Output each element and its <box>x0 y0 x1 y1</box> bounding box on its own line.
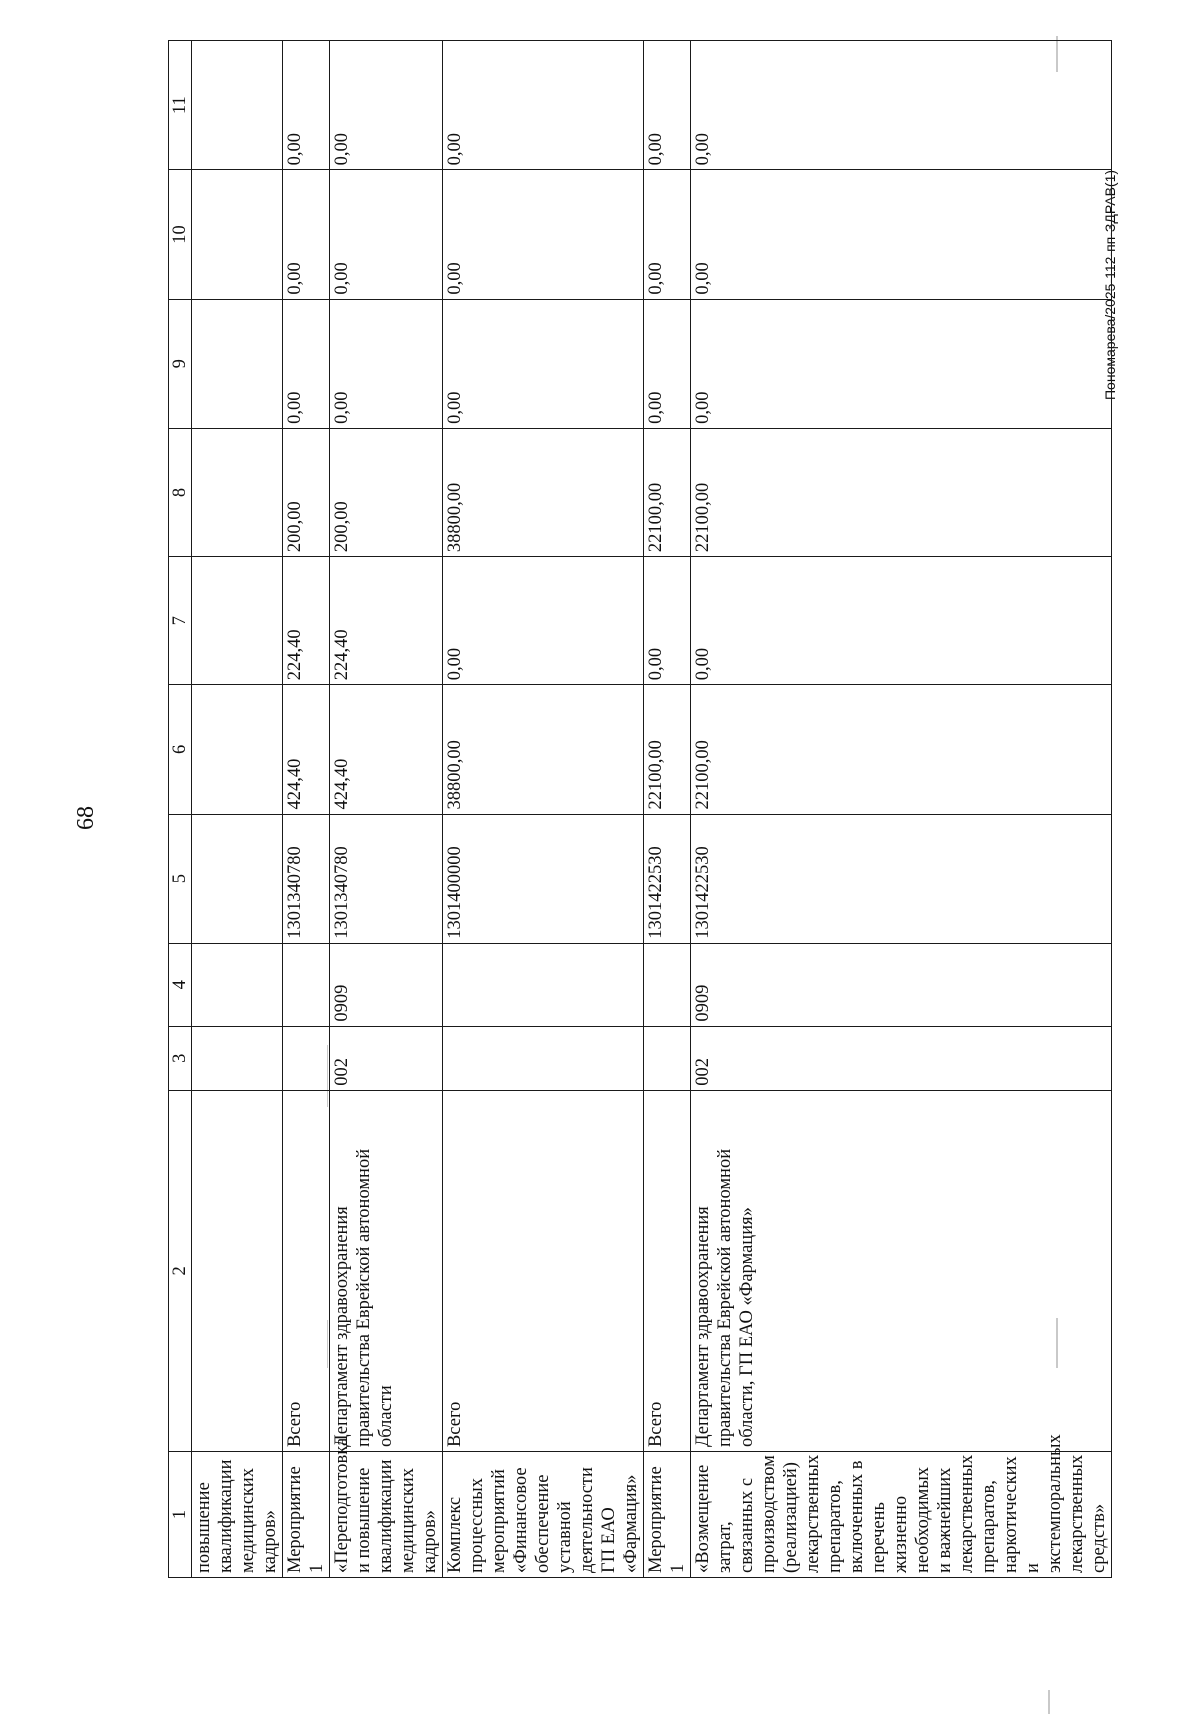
budget-code: 1301340780 <box>283 814 330 943</box>
amount-cell: 224,40 <box>283 557 330 685</box>
header-cell: 5 <box>169 814 192 943</box>
measure-name-head: Мероприятие 1 <box>283 1452 330 1578</box>
executor-name: Департамент здравоохранения правительства Еврейской автономной области, ГП ЕАО «Фармация» <box>691 1090 1112 1451</box>
budget-table <box>168 40 1112 1578</box>
table-row <box>330 41 443 1578</box>
amount-cell: 200,00 <box>330 428 443 556</box>
grbs-code: 002 <box>691 1026 1112 1090</box>
amount-cell: 424,40 <box>330 685 443 814</box>
executor-name: Департамент здравоохранения правительства Еврейской автономной области <box>330 1090 443 1451</box>
budget-code: 1301340780 <box>330 814 443 943</box>
measure-name: «Переподготовка и повышение квалификации медицинских кадров» <box>330 1452 443 1578</box>
amount-cell: 0,00 <box>283 41 330 170</box>
table-row <box>283 41 330 1578</box>
amount-cell: 22100,00 <box>644 428 691 556</box>
amount-cell: 0,00 <box>691 299 1112 428</box>
table-row <box>443 41 644 1578</box>
section-code: 0909 <box>330 943 443 1026</box>
amount-cell: 22100,00 <box>644 685 691 814</box>
budget-table-container <box>168 40 1109 1578</box>
amount-cell: 224,40 <box>330 557 443 685</box>
amount-cell: 22100,00 <box>691 428 1112 556</box>
header-cell: 3 <box>169 1026 192 1090</box>
header-cell: 11 <box>169 41 192 170</box>
amount-cell: 0,00 <box>330 299 443 428</box>
amount-cell: 0,00 <box>691 557 1112 685</box>
scan-mark <box>1048 1690 1050 1714</box>
amount-cell: 0,00 <box>691 170 1112 299</box>
document-code: Пономарева/2025-112-пп-ЗДРАВ(1) <box>1102 169 1118 400</box>
header-cell: 10 <box>169 170 192 299</box>
budget-code: 1301400000 <box>443 814 644 943</box>
table-row <box>691 41 1112 1578</box>
amount-cell: 0,00 <box>644 557 691 685</box>
budget-code: 1301422530 <box>644 814 691 943</box>
amount-cell: 200,00 <box>283 428 330 556</box>
header-row <box>169 41 192 1578</box>
header-cell: 4 <box>169 943 192 1026</box>
amount-cell: 0,00 <box>644 41 691 170</box>
amount-cell: 0,00 <box>283 299 330 428</box>
grbs-code: 002 <box>330 1026 443 1090</box>
total-label: Всего <box>443 1090 644 1451</box>
amount-cell: 0,00 <box>283 170 330 299</box>
total-label: Всего <box>644 1090 691 1451</box>
complex-name: Комплекс процессных мероприятий «Финансовое обеспечение уставной деятельности ГП ЕАО «Фармация» <box>443 1452 644 1578</box>
budget-code: 1301422530 <box>691 814 1112 943</box>
amount-cell: 0,00 <box>330 41 443 170</box>
page-number: 68 <box>73 806 99 830</box>
measure-name: «Возмещение затрат, связанных с производством (реализацией) лекарственных препаратов, включенных в перечень жизненно необходимых и важнейших лекарственных препаратов, наркотических и экстемпоральных лекарственных средств» <box>691 1452 1112 1578</box>
amount-cell: 0,00 <box>644 170 691 299</box>
amount-cell: 0,00 <box>330 170 443 299</box>
header-cell: 7 <box>169 557 192 685</box>
header-cell: 2 <box>169 1090 192 1451</box>
total-label: Всего <box>283 1090 330 1451</box>
header-cell: 8 <box>169 428 192 556</box>
table-row <box>644 41 691 1578</box>
amount-cell: 0,00 <box>443 170 644 299</box>
amount-cell: 0,00 <box>691 41 1112 170</box>
section-code: 0909 <box>691 943 1112 1026</box>
amount-cell: 0,00 <box>443 41 644 170</box>
amount-cell: 38800,00 <box>443 685 644 814</box>
header-cell: 1 <box>169 1452 192 1578</box>
amount-cell: 0,00 <box>443 557 644 685</box>
header-cell: 6 <box>169 685 192 814</box>
measure-name-head: Мероприятие 1 <box>644 1452 691 1578</box>
amount-cell: 38800,00 <box>443 428 644 556</box>
activity-name-continued: повышение квалификации медицинских кадров» <box>192 1452 283 1578</box>
amount-cell: 0,00 <box>443 299 644 428</box>
amount-cell: 0,00 <box>644 299 691 428</box>
table-row <box>192 41 283 1578</box>
header-cell: 9 <box>169 299 192 428</box>
amount-cell: 424,40 <box>283 685 330 814</box>
amount-cell: 22100,00 <box>691 685 1112 814</box>
